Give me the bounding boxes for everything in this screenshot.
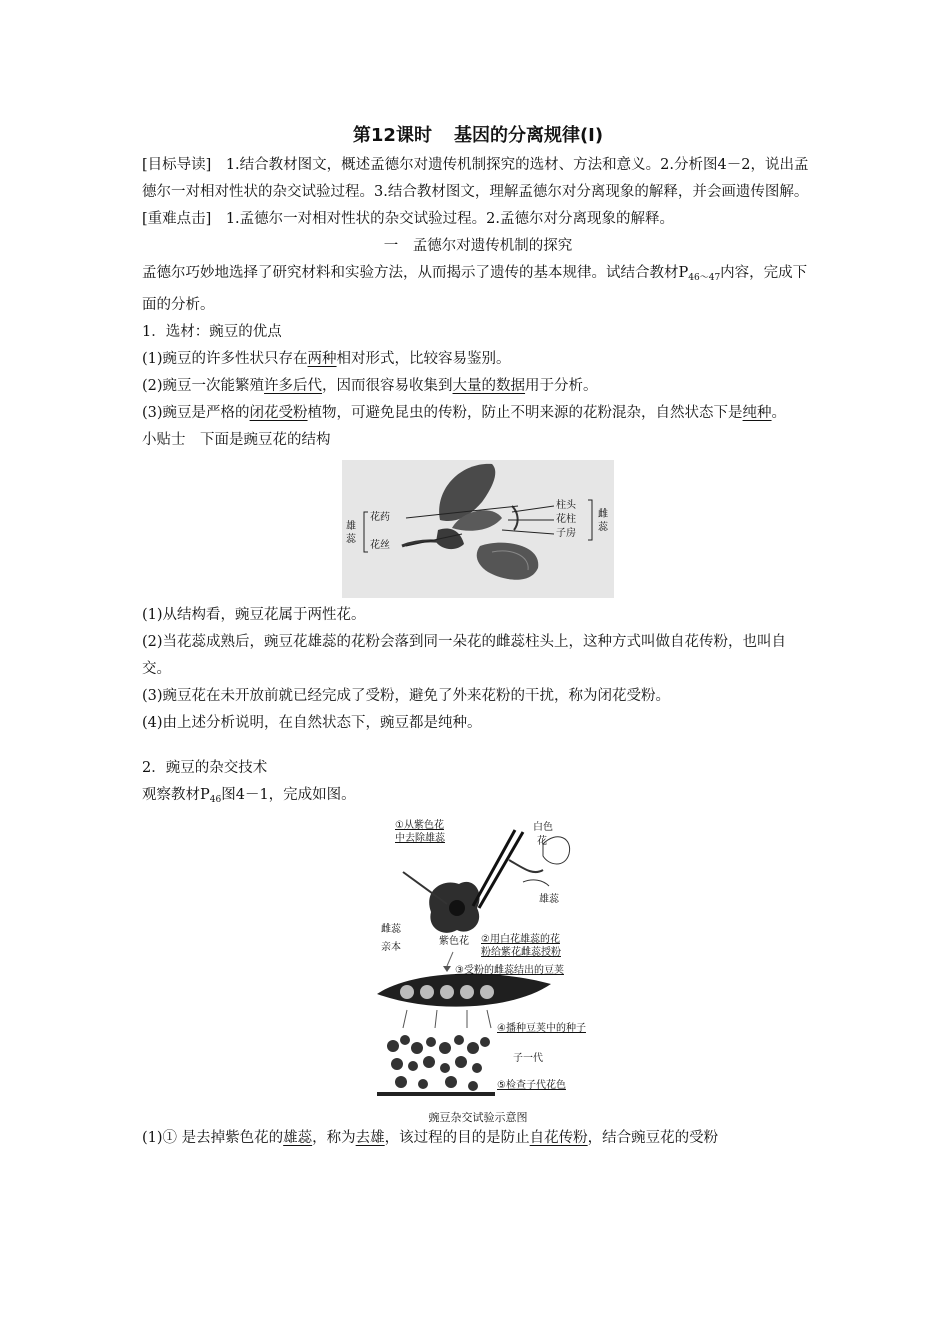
pistil-label: 雌蕊 bbox=[381, 924, 401, 935]
text: 。 bbox=[771, 405, 787, 421]
text: 相对形式，比较容易鉴别。 bbox=[336, 351, 511, 367]
answer-blank: 去雄 bbox=[355, 1130, 385, 1146]
answer-blank: 两种 bbox=[307, 351, 337, 367]
answer-blank: 许多后代 bbox=[264, 378, 323, 394]
paragraph bbox=[142, 373, 814, 400]
paragraph: (1)从结构看，豌豆花属于两性花。 bbox=[142, 607, 366, 623]
text: ，该过程的目的是防止 bbox=[384, 1130, 530, 1146]
answer-blank: 闭花受粉 bbox=[249, 405, 308, 421]
anther-label: 花药 bbox=[370, 512, 390, 523]
text: ，因而很容易收集到 bbox=[322, 378, 453, 394]
style-label: 花柱 bbox=[556, 514, 576, 525]
text: ，称为 bbox=[312, 1130, 356, 1146]
stamen-label: 雄蕊 bbox=[539, 894, 559, 905]
pea-cross-diagram bbox=[373, 820, 586, 1125]
text: (3)豌豆是严格的 bbox=[142, 405, 250, 421]
white-flower-label: 白色 bbox=[533, 822, 553, 833]
page-title bbox=[142, 122, 814, 150]
paragraph: (3)豌豆花在未开放前就已经完成了受粉，避免了外来花粉的干扰，称为闭花受粉。 bbox=[142, 688, 671, 704]
goal-tag: [目标导读] bbox=[142, 157, 212, 173]
step1-label: ①从紫色花 bbox=[395, 820, 444, 831]
answer-blank: 纯种 bbox=[742, 405, 772, 421]
section-heading: 一 孟德尔对遗传机制的探究 bbox=[383, 238, 573, 254]
lesson-title: 基因的分离规律(Ⅰ) bbox=[453, 125, 604, 146]
paragraph bbox=[142, 782, 814, 814]
pea-flower-diagram bbox=[342, 460, 614, 598]
text: (1)豌豆的许多性状只存在 bbox=[142, 351, 308, 367]
text: 图4－1，完成如图。 bbox=[221, 787, 356, 803]
paragraph bbox=[142, 346, 814, 373]
filament-label: 花丝 bbox=[370, 540, 390, 551]
step3-label: ③受粉的雌蕊结出的豆荚 bbox=[455, 965, 564, 976]
text: (2)豌豆一次能繁殖 bbox=[142, 378, 265, 394]
key-text: 1.孟德尔一对相对性状的杂交试验过程。2.孟德尔对分离现象的解释。 bbox=[225, 211, 674, 227]
stigma-label: 柱头 bbox=[556, 500, 576, 511]
goal-text: 1.结合教材图文，概述孟德尔对遗传机制探究的选材、方法和意义。2.分析图4－2，说出孟德尔一对相对性状的杂交试验过程。3.结合教材图文，理解孟德尔对分离现象的解释，并会画遗传图解。 bbox=[142, 157, 809, 200]
item-title: 2．豌豆的杂交技术 bbox=[142, 760, 268, 776]
paragraph bbox=[142, 1125, 814, 1152]
lead-text: 孟德尔巧妙地选择了研究材料和实验方法，从而揭示了遗传的基本规律。试结合教材P bbox=[142, 265, 689, 281]
pistil-label: 雌蕊 bbox=[598, 509, 608, 533]
paragraph bbox=[142, 400, 814, 427]
section-lead bbox=[142, 260, 814, 319]
answer-blank: 自花传粉 bbox=[529, 1130, 588, 1146]
learning-goals bbox=[142, 152, 814, 206]
ovary-label: 子房 bbox=[556, 528, 576, 539]
stamen-label: 雄蕊 bbox=[346, 521, 356, 545]
answer-blank: 雄蕊 bbox=[283, 1130, 313, 1146]
paragraph: (2)当花蕊成熟后，豌豆花雄蕊的花粉会落到同一朵花的雌蕊柱头上，这种方式叫做自花传粉，也叫自交。 bbox=[142, 634, 787, 677]
page-number: 46 bbox=[209, 795, 222, 805]
key-tag: [重难点击] bbox=[142, 211, 212, 227]
step4-label: ④播种豆荚中的种子 bbox=[497, 1023, 586, 1034]
text: ，结合豌豆花的受粉 bbox=[587, 1130, 719, 1146]
paragraph: (4)由上述分析说明，在自然状态下，豌豆都是纯种。 bbox=[142, 715, 482, 731]
step1-label-line2: 中去除雄蕊 bbox=[395, 833, 445, 844]
text: (1)① 是去掉紫色花的 bbox=[142, 1130, 284, 1146]
key-points bbox=[142, 206, 814, 233]
text: 用于分析。 bbox=[525, 378, 598, 394]
offspring-label: 子一代 bbox=[513, 1053, 543, 1064]
page-content bbox=[142, 122, 814, 1152]
answer-blank: 大量的数据 bbox=[452, 378, 526, 394]
lesson-number: 第12课时 bbox=[352, 125, 432, 146]
step5-label: ⑤检查子代花色 bbox=[497, 1080, 566, 1091]
step2-label-line2: 粉给紫花雌蕊授粉 bbox=[481, 947, 561, 958]
text: 观察教材P bbox=[142, 787, 210, 803]
step2-label: ②用白花雄蕊的花 bbox=[481, 934, 560, 945]
purple-flower-label: 紫色花 bbox=[439, 936, 469, 947]
text: 植物，可避免昆虫的传粉，防止不明来源的花粉混杂，自然状态下是 bbox=[307, 405, 743, 421]
white-flower-label-line2: 花 bbox=[537, 836, 547, 847]
item-title: 1．选材：豌豆的优点 bbox=[142, 324, 282, 340]
tip: 小贴士 下面是豌豆花的结构 bbox=[142, 432, 331, 448]
page-range: 46～47 bbox=[688, 273, 721, 283]
figure-caption: 豌豆杂交试验示意图 bbox=[428, 1111, 528, 1124]
lead-text-end: 内容，完成下面的分析。 bbox=[142, 265, 808, 313]
parent-label: 亲本 bbox=[381, 942, 401, 953]
